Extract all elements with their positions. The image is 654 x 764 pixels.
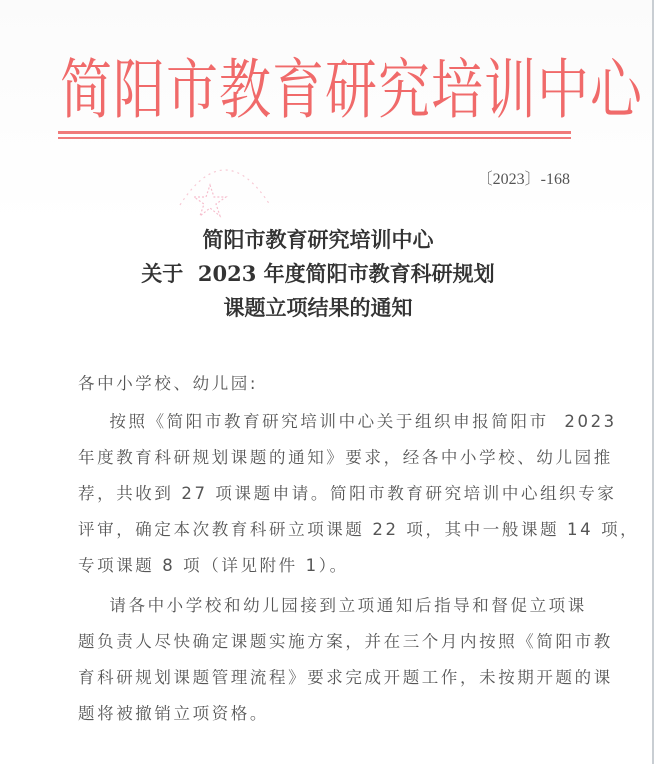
document-number: 〔2023〕-168 [476, 171, 570, 188]
faded-seal-stamp-icon [170, 145, 280, 225]
salutation: 各中小学校、幼儿园: [78, 374, 259, 393]
body-line: 请各中小学校和幼儿园接到立项通知后指导和督促立项课 [78, 596, 587, 615]
masthead-rule-thin [58, 137, 571, 139]
notice-title-line-1: 简阳市教育研究培训中心 [202, 227, 434, 252]
body-line: 按照《简阳市教育研究培训中心关于组织申报简阳市 2023 [78, 412, 617, 431]
body-line: 题负责人尽快确定课题实施方案，并在三个月内按照《简阳市教 [78, 632, 613, 651]
body-line: 评审，确定本次教育科研立项课题 22 项，其中一般课题 14 项， [78, 520, 640, 539]
masthead-rule-thick [58, 131, 571, 134]
body-line: 题将被撤销立项资格。 [78, 704, 269, 723]
masthead-org-name: 简阳市教育研究培训中心 [60, 53, 644, 128]
body-line: 荐，共收到 27 项课题申请。简阳市教育研究培训中心组织专家 [78, 484, 617, 503]
notice-title-line-2: 关于 2023 年度简阳市教育科研规划 [141, 261, 495, 286]
body-line: 育科研规划课题管理流程》要求完成开题工作，未按期开题的课 [78, 668, 613, 687]
body-line: 年度教育科研规划课题的通知》要求，经各中小学校、幼儿园推 [78, 448, 613, 467]
notice-title-line-3: 课题立项结果的通知 [223, 295, 413, 320]
body-line: 专项课题 8 项（详见附件 1）。 [78, 556, 349, 575]
